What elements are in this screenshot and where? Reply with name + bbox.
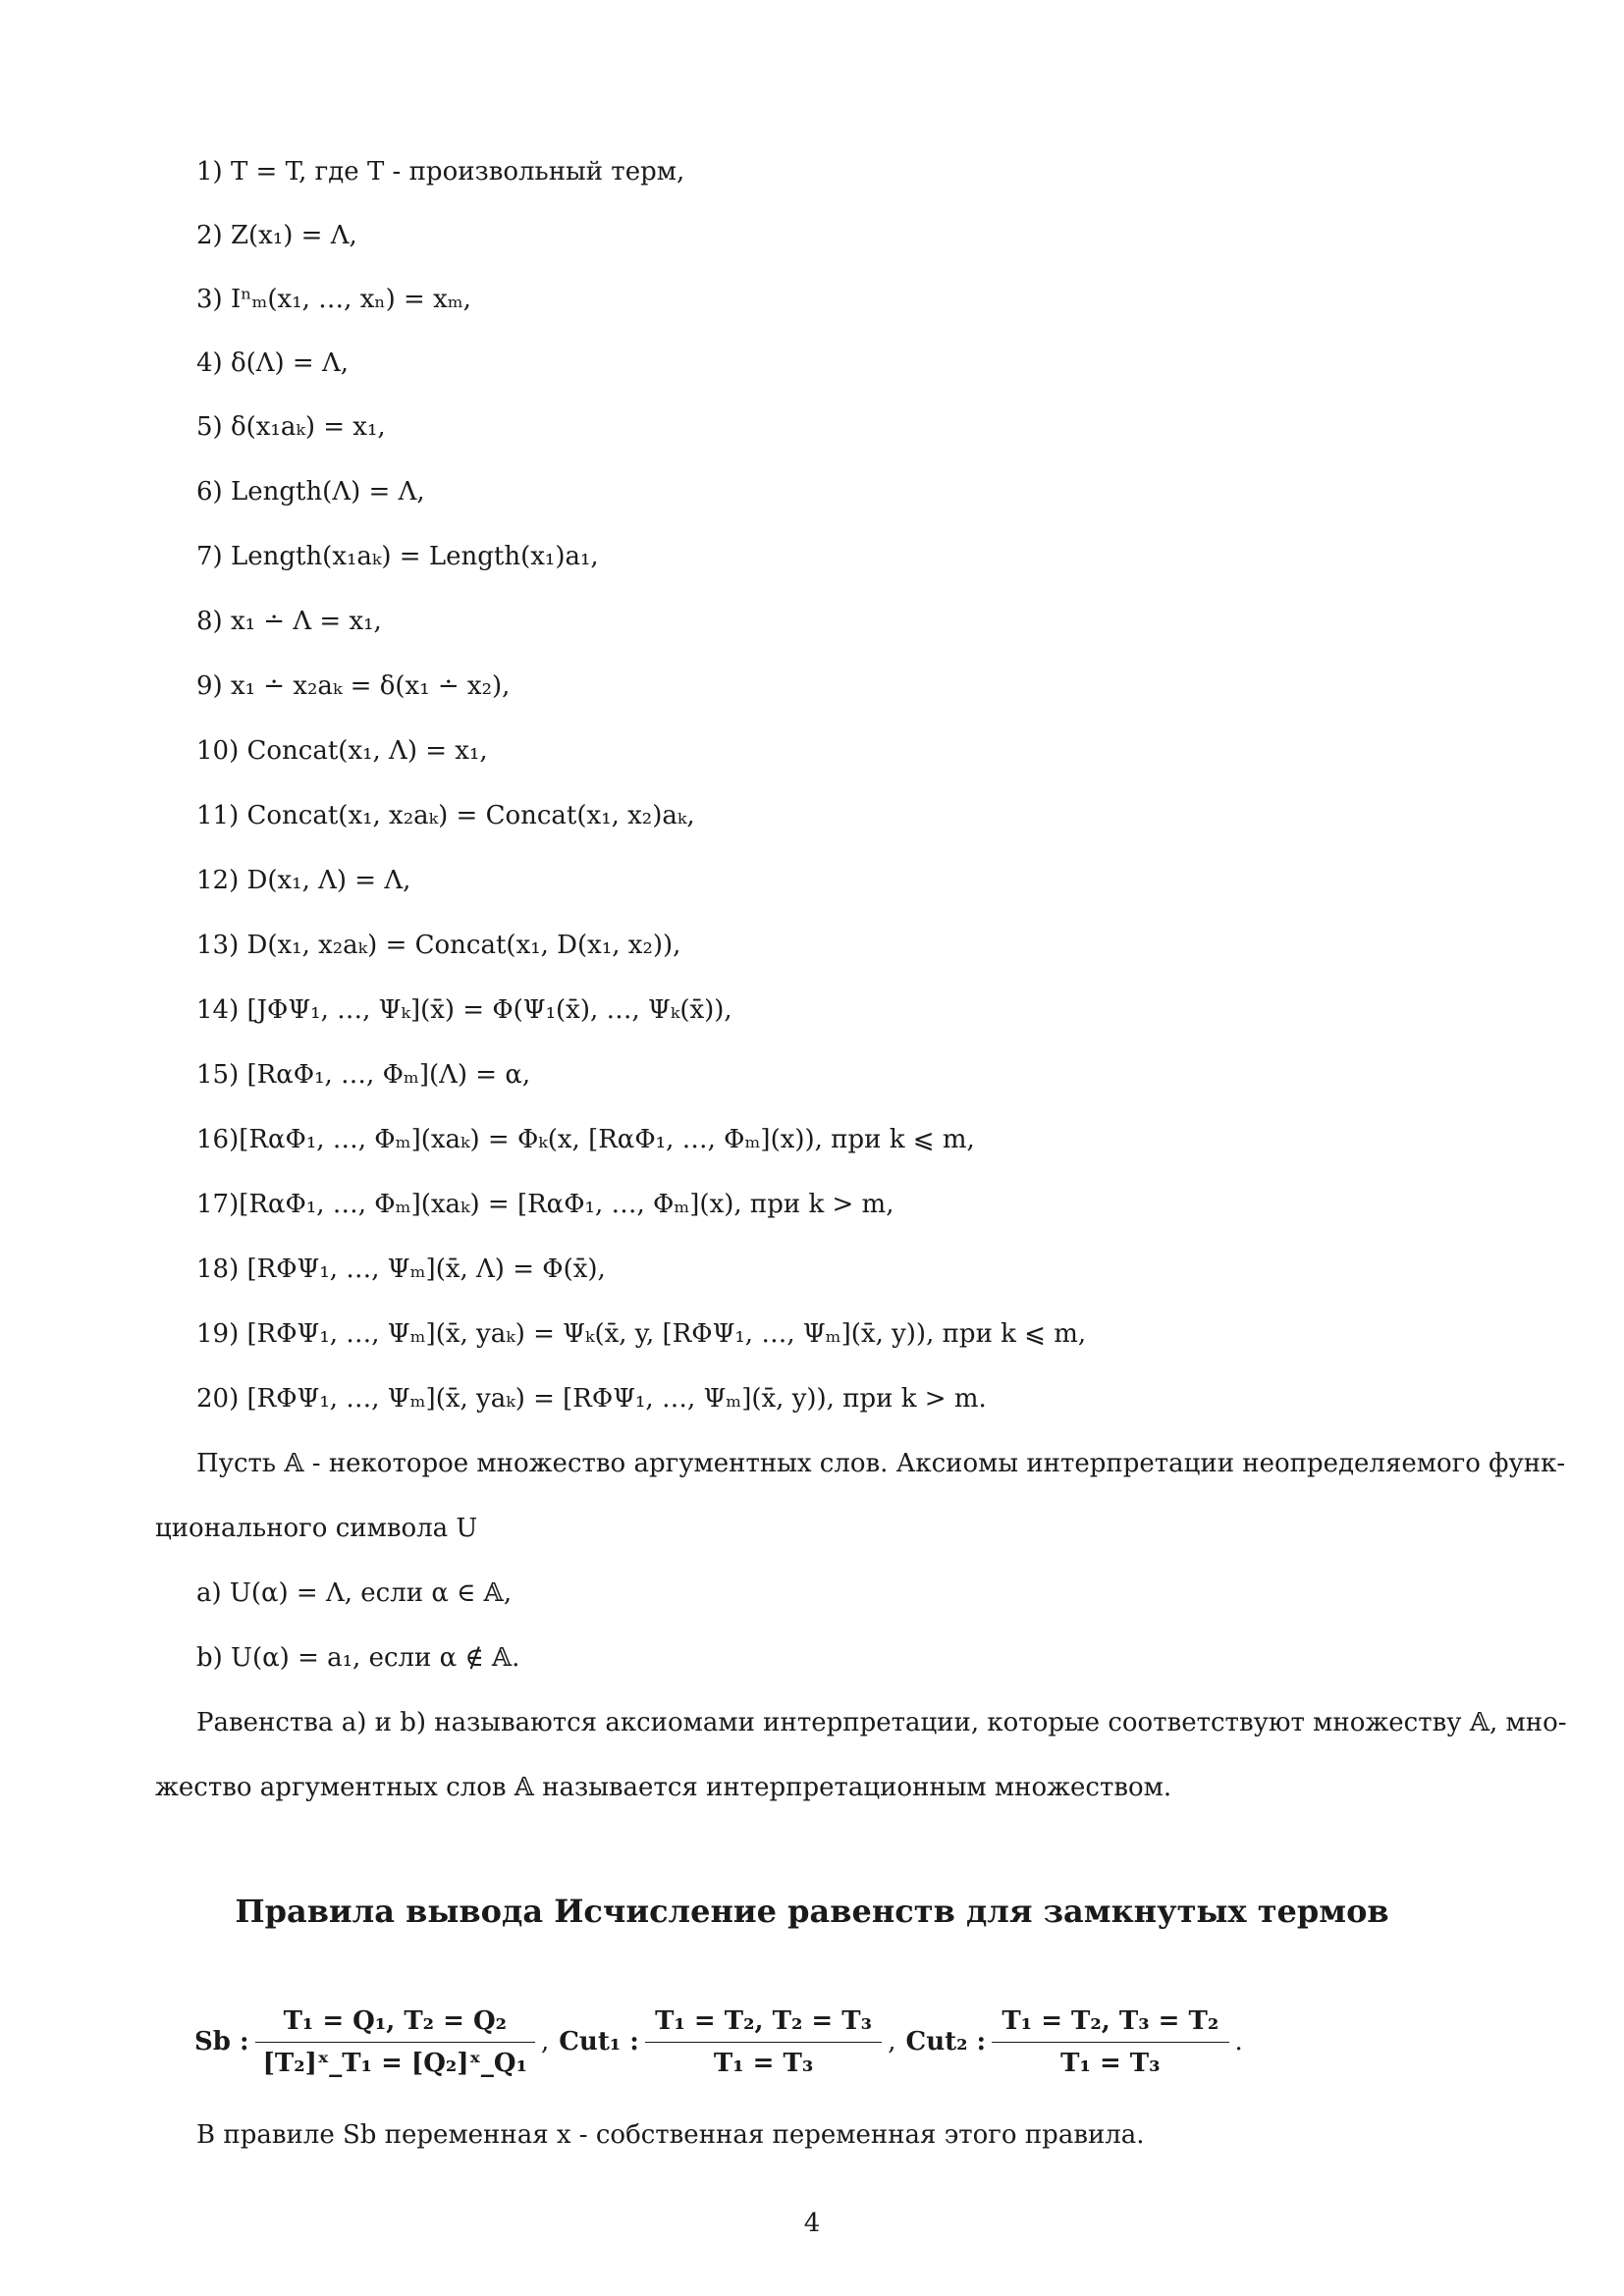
final-sentence: В правиле Sb переменная x - собственная переменная этого правила.: [196, 2120, 1145, 2150]
rule-sb-name: Sb :: [194, 2027, 249, 2056]
rule-cut2-fraction: [992, 2006, 1228, 2078]
axiom-15: 15) [RαΦ₁, …, Φₘ](Λ) = α,: [196, 1060, 531, 1090]
axiom-9: 9) x₁ ∸ x₂aₖ = δ(x₁ ∸ x₂),: [196, 671, 511, 701]
rule-cut1-denominator: T₁ = T₃: [645, 2042, 882, 2078]
axiom-10: 10) Concat(x₁, Λ) = x₁,: [196, 736, 488, 766]
rule-cut2-denominator: T₁ = T₃: [992, 2042, 1228, 2078]
rule-separator: ,: [888, 2027, 896, 2056]
section-heading: Правила вывода Исчисление равенств для замкнутых термов: [235, 1893, 1389, 1930]
axiom-3: 3) Iⁿₘ(x₁, …, xₙ) = xₘ,: [196, 285, 471, 314]
rule-separator: ,: [540, 2027, 550, 2056]
rule-sb-fraction: [255, 2006, 535, 2078]
axiom-11: 11) Concat(x₁, x₂aₖ) = Concat(x₁, x₂)aₖ,: [196, 801, 695, 830]
inference-rules: [194, 1993, 1243, 2091]
axiom-14: 14) [JΦΨ₁, …, Ψₖ](x̄) = Φ(Ψ₁(x̄), …, Ψₖ(x̄)),: [196, 995, 732, 1025]
axiom-16: 16)[RαΦ₁, …, Φₘ](xaₖ) = Φₖ(x, [RαΦ₁, …, Φₘ](x)), при k ⩽ m,: [196, 1125, 975, 1154]
rule-cut1-name: Cut₁ :: [559, 2027, 639, 2056]
rule-sb-numerator: T₁ = Q₁, T₂ = Q₂: [283, 2005, 507, 2036]
axiom-13: 13) D(x₁, x₂aₖ) = Concat(x₁, D(x₁, x₂)),: [196, 931, 681, 960]
rule-end: .: [1234, 2027, 1243, 2056]
paragraph-2-line-2: жество аргументных слов 𝔸 называется интерпретационным множеством.: [155, 1773, 1172, 1802]
axiom-1: 1) T = T, где T - произвольный терм,: [196, 157, 685, 187]
rule-cut1-numerator: T₁ = T₂, T₂ = T₃: [655, 2005, 872, 2036]
axiom-20: 20) [RΦΨ₁, …, Ψₘ](x̄, yaₖ) = [RΦΨ₁, …, Ψₘ](x̄, y)), при k > m.: [196, 1384, 987, 1414]
axiom-19: 19) [RΦΨ₁, …, Ψₘ](x̄, yaₖ) = Ψₖ(x̄, y, [RΦΨ₁, …, Ψₘ](x̄, y)), при k ⩽ m,: [196, 1319, 1087, 1349]
page-number: 4: [803, 2209, 821, 2238]
axiom-4: 4) δ(Λ) = Λ,: [196, 348, 350, 378]
axiom-6: 6) Length(Λ) = Λ,: [196, 477, 425, 507]
axiom-5: 5) δ(x₁aₖ) = x₁,: [196, 412, 386, 442]
axiom-17: 17)[RαΦ₁, …, Φₘ](xaₖ) = [RαΦ₁, …, Φₘ](x), при k > m,: [196, 1190, 894, 1219]
axiom-18: 18) [RΦΨ₁, …, Ψₘ](x̄, Λ) = Φ(x̄),: [196, 1255, 606, 1284]
axiom-2: 2) Z(x₁) = Λ,: [196, 221, 357, 250]
rule-cut2-numerator: T₁ = T₂, T₃ = T₂: [1001, 2005, 1219, 2036]
interpretation-axiom-b: b) U(α) = a₁, если α ∉ 𝔸.: [196, 1643, 520, 1673]
paragraph-1-line-2: ционального символа U: [155, 1514, 478, 1543]
rule-cut1-fraction: [645, 2006, 882, 2078]
interpretation-axiom-a: a) U(α) = Λ, если α ∈ 𝔸,: [196, 1578, 513, 1608]
rule-sb-denominator: [T₂]ˣ_T₁ = [Q₂]ˣ_Q₁: [255, 2042, 535, 2078]
paragraph-1-line-1: Пусть 𝔸 - некоторое множество аргументных слов. Аксиомы интерпретации неопределяемого функ-: [196, 1449, 1566, 1478]
axiom-8: 8) x₁ ∸ Λ = x₁,: [196, 607, 382, 636]
axiom-7: 7) Length(x₁aₖ) = Length(x₁)a₁,: [196, 542, 599, 571]
axiom-12: 12) D(x₁, Λ) = Λ,: [196, 866, 411, 895]
rule-cut2-name: Cut₂ :: [905, 2027, 987, 2056]
paragraph-2-line-1: Равенства a) и b) называются аксиомами интерпретации, которые соответствуют множеству 𝔸, мно-: [196, 1708, 1567, 1737]
